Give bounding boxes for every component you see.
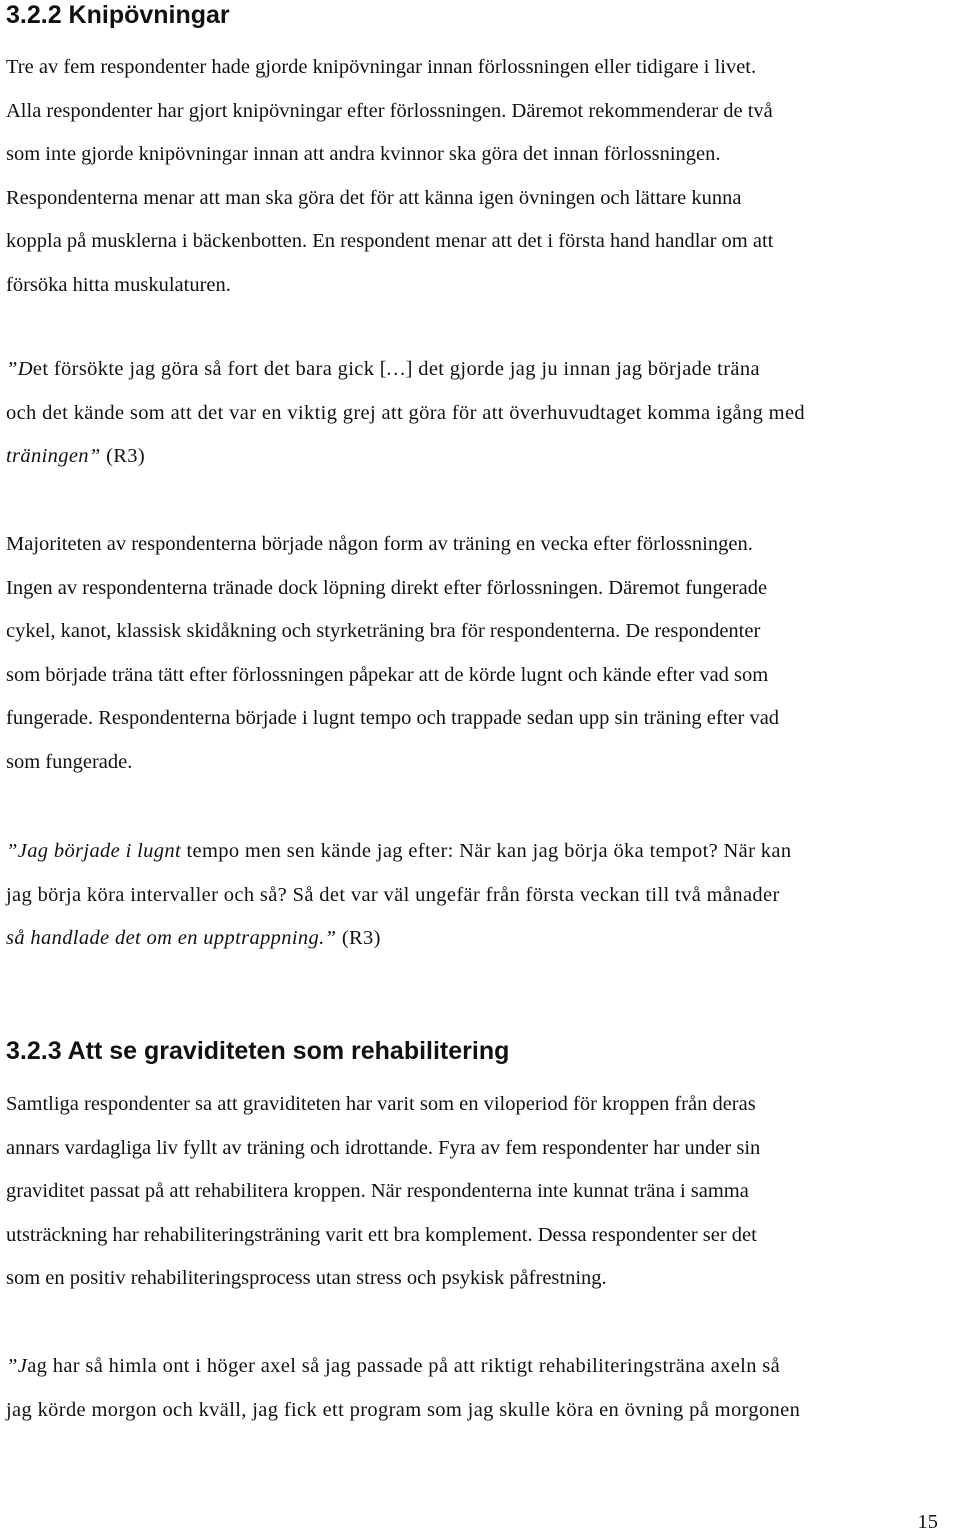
text-line: som började träna tätt efter förlossningen påpekar att de körde lugnt och kände efter vad som (6, 663, 769, 686)
text-line: utsträckning har rehabiliteringsträning varit ett bra komplement. Dessa respondenter ser det (6, 1223, 757, 1246)
paragraph-traning (6, 523, 954, 784)
quote-italic-text: ”Jag började i lugnt (6, 840, 181, 862)
text-line: Ingen av respondenterna tränade dock löpning direkt efter förlossningen. Däremot fungerade (6, 576, 768, 599)
quote-italic-text: så handlade det om en upptrappning.” (6, 927, 337, 949)
quote-line (6, 830, 954, 874)
ellipsis: … (387, 358, 406, 380)
paragraph-graviditet (6, 1083, 954, 1301)
paragraph-knipovningar (6, 46, 954, 307)
quote-axel (6, 1345, 954, 1432)
text-line: försöka hitta muskulaturen. (6, 273, 231, 296)
quote-reference: (R3) (100, 445, 146, 467)
quote-reference: (R3) (336, 927, 381, 949)
quote-text: ] det gjorde jag ju innan jag började träna (405, 358, 760, 380)
quote-line (6, 348, 954, 392)
text-line: graviditet passat på att rehabilitera kroppen. När respondenterna inte kunnat träna i samma (6, 1180, 749, 1202)
quote-text: tempo men sen kände jag efter: När kan jag börja öka tempot? När kan (180, 840, 792, 862)
text-line: koppla på musklerna i bäckenbotten. En respondent menar att det i första hand handlar om att (6, 230, 774, 252)
page-number: 15 (917, 1511, 938, 1533)
text-line: Samtliga respondenter sa att graviditeten har varit som en viloperiod för kroppen från deras (6, 1093, 756, 1115)
text-line: som inte gjorde knipövningar innan att andra kvinnor ska göra det innan förlossningen. (6, 143, 721, 165)
text-line: som fungerade. (6, 750, 133, 773)
section-heading-knipovningar: 3.2.2 Knipövningar (6, 1, 230, 29)
text-line: cykel, kanot, klassisk skidåkning och styrketräning bra för respondenterna. De respondenter (6, 620, 761, 642)
quote-line (6, 435, 954, 479)
text-line: som en positiv rehabiliteringsprocess utan stress och psykisk påfrestning. (6, 1267, 607, 1289)
quote-italic-text: träningen” (6, 445, 101, 467)
quote-line: jag börja köra intervaller och så? Så det var väl ungefär från första veckan till två månader (6, 883, 780, 906)
quote-line: och det kände som att det var en viktig grej att göra för att överhuvudtaget komma igång med (6, 401, 806, 424)
quote-text: et försökte jag göra så fort det bara gick [ (32, 358, 387, 380)
section-heading-graviditet: 3.2.3 Att se graviditeten som rehabilitering (6, 1037, 510, 1065)
text-line: fungerade. Respondenterna började i lugnt tempo och trappade sedan upp sin träning efter vad (6, 707, 780, 729)
text-line: Majoriteten av respondenterna började någon form av träning en vecka efter förlossningen. (6, 533, 753, 555)
quote-line (6, 1345, 954, 1389)
text-line: Respondenterna menar att man ska göra det för att känna igen övningen och lättare kunna (6, 186, 742, 209)
quote-open-mark: ”D (6, 358, 33, 380)
text-line: Tre av fem respondenter hade gjorde knipövningar innan förlossningen eller tidigare i livet. (6, 56, 757, 78)
quote-r3-first (6, 348, 954, 479)
text-line: annars vardagliga liv fyllt av träning och idrottande. Fyra av fem respondenter har under sin (6, 1136, 761, 1159)
quote-r3-second (6, 830, 954, 961)
quote-line: jag körde morgon och kväll, jag fick ett program som jag skulle köra en övning på morgonen (6, 1398, 801, 1421)
quote-line (6, 917, 954, 961)
text-line: Alla respondenter har gjort knipövningar efter förlossningen. Däremot rekommenderar de två (6, 99, 773, 122)
quote-open-mark: ”J (6, 1355, 28, 1377)
quote-text: ag har så himla ont i höger axel så jag passade på att riktigt rehabiliteringsträna axeln så (27, 1355, 781, 1377)
